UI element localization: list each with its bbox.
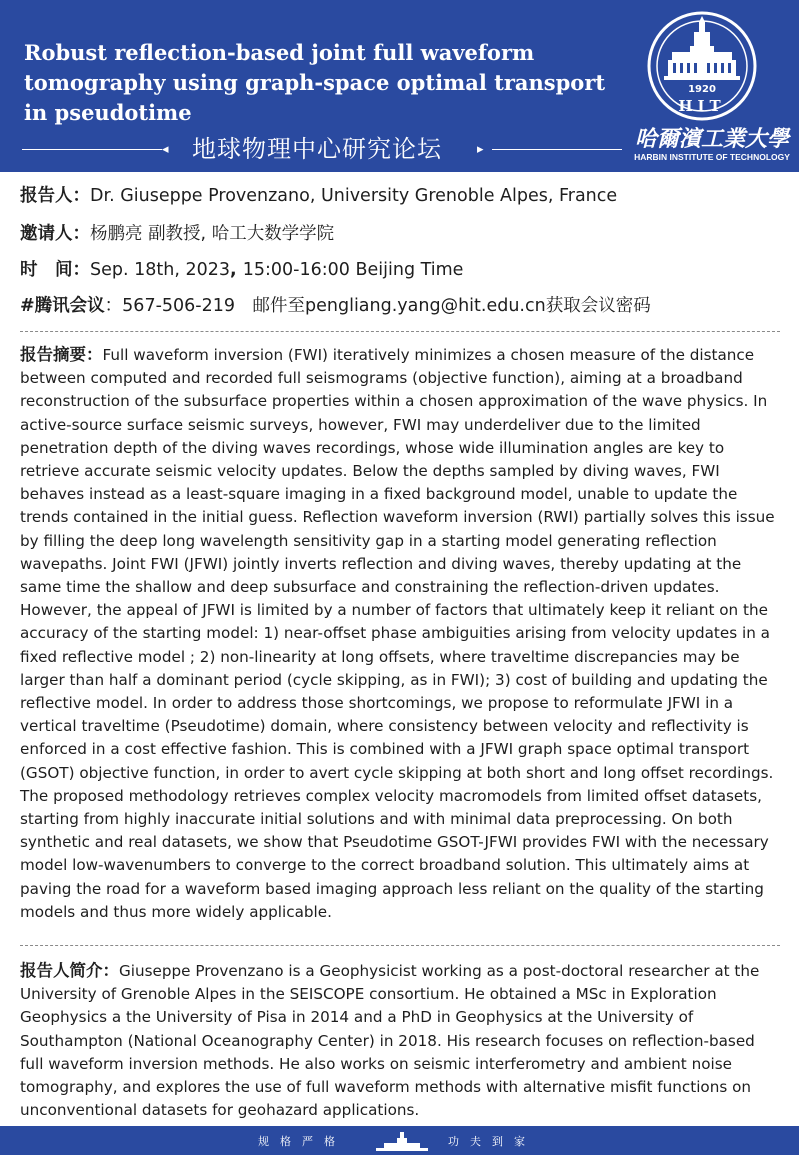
abstract-text: Full waveform inversion (FWI) iteratively minimizes a chosen measure of the distance between computed and recorded full seismograms (objective function), aiming at a broadband reconstruction of the subsurface properties within a chosen approximation of the wave physics. In active-source surface seismic surveys, however, FWI may underdeliver due to the limited penetration depth of the diving waves recordings, whose wide illumination angles are key to retrieve accurate seismic velocity updates. Below the depths sampled by diving waves, FWI behaves instead as a least-square imaging in a fixed background model, unable to update the trends contained in the initial guess. Reflection waveform inversion (RWI) partially solves this issue by filling the deep long wavelength sensitivity gap in a starting model generating reflection wavepaths. Joint FWI (JFWI) jointly inverts reflection and diving waves, thereby updating at the same time the shallow and deep subsurface and constraining the reflection-driven updates. However, the appeal of JFWI is limited by a number of factors that ultimately keep it reliant on the accuracy of the starting model: 1) near-offset phase ambiguities arising from velocity updates in a fixed reflective model ; 2) non-linearity at long offsets, where traveltime discrepancies may be larger than half a dominant period (cycle skipping, as in FWI); 3) cost of building and updating the reflective model. In order to address those shortcomings, we propose to reformulate JFWI in a vertical traveltime (Pseudotime) domain, where consistency between velocity and reflectivity is enforced in a cost effective fashion. This is combined with a JFWI graph space optimal transport (GSOT) objective function, in order to avert cycle skipping at both short and long offset recordings. The proposed methodology retrieves complex velocity macromodels from limited offset datasets, starting from highly inaccurate initial solutions and with minimal data preprocessing. On both synthetic and real datasets, we show that Pseudotime GSOT-JFWI provides FWI with the necessary model low-wavenumbers to converge to the correct broadband solution. This ultimately aims at paving the road for a waveform based imaging approach less reliant on the quality of the starting models and thus more widely applicable. (20, 346, 775, 921)
speaker-value: Dr. Giuseppe Provenzano, University Grenoble Alpes, France (90, 186, 618, 206)
university-name-en: HARBIN INSTITUTE OF TECHNOLOGY (634, 152, 790, 162)
inviter-label: 邀请人： (20, 224, 90, 244)
abstract-label: 报告摘要： (20, 345, 103, 364)
arrow-left-icon: ◂ (162, 142, 169, 157)
inviter-value: 杨鹏亮 副教授, 哈工大数学学院 (90, 224, 335, 244)
hit-logo-icon (646, 8, 758, 124)
forum-divider-left (22, 149, 162, 150)
meeting-label: #腾讯会议 (20, 296, 105, 316)
divider-bottom (20, 945, 780, 946)
speaker-line (20, 183, 617, 209)
motto-left: 规格严格 (258, 1135, 346, 1148)
time-separator: , (230, 260, 243, 280)
time-line (20, 257, 463, 283)
bio-label: 报告人简介： (20, 961, 119, 980)
speaker-label: 报告人： (20, 186, 90, 206)
meeting-colon: ： (104, 296, 123, 316)
talk-title: Robust reflection-based joint full waveform tomography using graph-space optimal transport in pseudotime (24, 40, 606, 125)
motto-right: 功夫到家 (448, 1135, 536, 1148)
header-banner (0, 0, 799, 172)
arrow-right-icon: ▸ (477, 142, 484, 157)
bio-section (20, 959, 780, 1122)
meeting-value: 567-506-219 邮件至pengliang.yang@hit.edu.cn获取会议密码 (122, 296, 651, 316)
time-range: 15:00-16:00 Beijing Time (242, 260, 464, 280)
forum-name: 地球物理中心研究论坛 (192, 135, 442, 163)
time-label: 时 间： (20, 260, 90, 280)
logo-letters: HIT (678, 97, 726, 115)
inviter-line (20, 221, 334, 247)
logo-year: 1920 (688, 84, 716, 95)
footer-bar (0, 1126, 799, 1155)
time-date: Sep. 18th, 2023 (90, 260, 230, 280)
meeting-line (20, 293, 651, 319)
forum-divider-right (492, 149, 622, 150)
building-icon (372, 1130, 432, 1152)
forum-row (22, 134, 626, 164)
bio-text: Giuseppe Provenzano is a Geophysicist working as a post-doctoral researcher at the University of Grenoble Alpes in the SEISCOPE consortium. He obtained a MSc in Exploration Geophysics a the University of Pisa in 2014 and a PhD in Geophysics at the University of Southampton (National Oceanography Center) in 2018. His research focuses on reflection-based full waveform inversion methods. He also works on seismic interferometry and ambient noise tomography, and explores the use of full waveform methods with alternative misfit functions on unconventional datasets for geohazard applications. (20, 962, 760, 1120)
abstract-section (20, 343, 780, 924)
divider-top (20, 331, 780, 332)
university-name-cn: 哈爾濱工業大學 (634, 126, 789, 152)
